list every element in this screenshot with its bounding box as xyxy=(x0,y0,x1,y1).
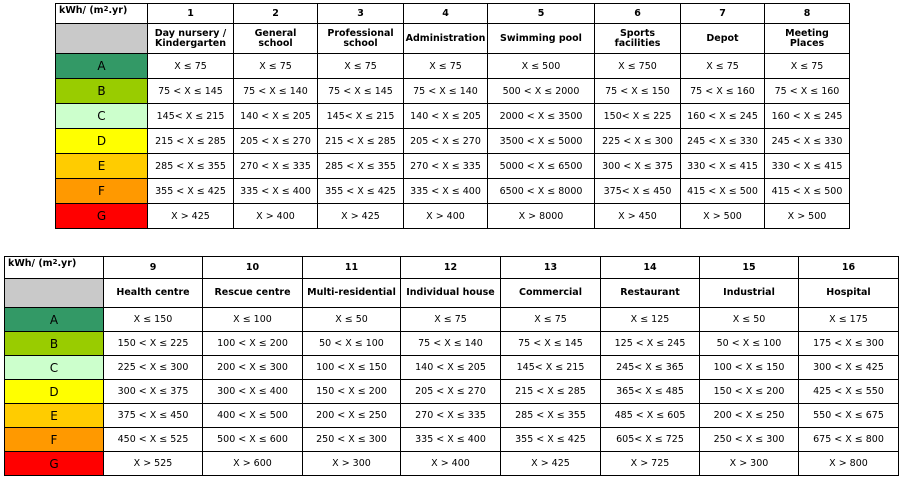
table-row xyxy=(5,404,899,428)
threshold-cell: 75 < X ≤ 140 xyxy=(404,79,488,104)
building-type-label-line: Hospital xyxy=(826,287,871,298)
building-type-header xyxy=(401,279,501,308)
energy-class-label: F xyxy=(5,428,104,452)
threshold-cell: 6500 < X ≤ 8000 xyxy=(488,179,595,204)
threshold-cell: X ≤ 75 xyxy=(501,308,601,332)
column-number-header: 1 xyxy=(148,4,234,24)
threshold-cell: 245< X ≤ 365 xyxy=(601,356,700,380)
threshold-cell: X ≤ 75 xyxy=(148,54,234,79)
threshold-cell: X > 400 xyxy=(404,204,488,229)
threshold-cell: 140 < X ≤ 205 xyxy=(234,104,318,129)
unit-superscript: 2 xyxy=(52,258,58,266)
threshold-cell: X ≤ 75 xyxy=(681,54,765,79)
grey-header-cell xyxy=(56,24,148,54)
building-type-header xyxy=(203,279,303,308)
building-type-label-line: Kindergarten xyxy=(155,37,226,49)
column-number-header: 3 xyxy=(318,4,404,24)
threshold-cell: 365< X ≤ 485 xyxy=(601,380,700,404)
threshold-cell: 100 < X ≤ 150 xyxy=(303,356,401,380)
building-type-label-line: Rescue centre xyxy=(214,287,291,298)
threshold-cell: X > 450 xyxy=(595,204,681,229)
energy-class-label: D xyxy=(5,380,104,404)
threshold-cell: 205 < X ≤ 270 xyxy=(234,129,318,154)
threshold-cell: 415 < X ≤ 500 xyxy=(765,179,850,204)
threshold-cell: X > 600 xyxy=(203,452,303,476)
threshold-cell: 375< X ≤ 450 xyxy=(595,179,681,204)
building-type-label-line: Sports xyxy=(619,27,656,39)
building-type-label-line: Swimming pool xyxy=(500,32,582,44)
building-type-label-line: Multi-residential xyxy=(307,287,396,298)
threshold-cell: X ≤ 125 xyxy=(601,308,700,332)
threshold-cell: 75 < X ≤ 140 xyxy=(234,79,318,104)
threshold-cell: 270 < X ≤ 335 xyxy=(401,404,501,428)
building-type-header xyxy=(595,24,681,54)
column-number-header: 9 xyxy=(104,257,203,279)
threshold-cell: X > 500 xyxy=(765,204,850,229)
threshold-cell: X > 800 xyxy=(799,452,899,476)
threshold-cell: 75 < X ≤ 160 xyxy=(765,79,850,104)
threshold-cell: X ≤ 100 xyxy=(203,308,303,332)
building-type-label-line: Day nursery / xyxy=(154,27,227,39)
table-row xyxy=(5,332,899,356)
building-type-header xyxy=(601,279,700,308)
threshold-cell: X ≤ 75 xyxy=(401,308,501,332)
threshold-cell: X ≤ 500 xyxy=(488,54,595,79)
building-type-header xyxy=(404,24,488,54)
threshold-cell: 335 < X ≤ 400 xyxy=(404,179,488,204)
unit-header xyxy=(56,4,148,24)
building-type-header xyxy=(104,279,203,308)
building-type-label-line: Professional xyxy=(327,27,394,39)
table-row xyxy=(5,428,899,452)
table-row xyxy=(56,154,850,179)
threshold-cell: 215 < X ≤ 285 xyxy=(148,129,234,154)
column-number-header: 4 xyxy=(404,4,488,24)
energy-class-label: F xyxy=(56,179,148,204)
energy-class-label: A xyxy=(5,308,104,332)
threshold-cell: X ≤ 75 xyxy=(765,54,850,79)
building-type-label-line: Individual house xyxy=(406,287,495,298)
energy-class-label: D xyxy=(56,129,148,154)
threshold-cell: 215 < X ≤ 285 xyxy=(318,129,404,154)
threshold-cell: X ≤ 50 xyxy=(303,308,401,332)
threshold-cell: X ≤ 750 xyxy=(595,54,681,79)
threshold-cell: 300 < X ≤ 375 xyxy=(595,154,681,179)
column-number-header: 6 xyxy=(595,4,681,24)
table-row xyxy=(5,380,899,404)
threshold-cell: 175 < X ≤ 300 xyxy=(799,332,899,356)
building-type-label-line: Industrial xyxy=(723,287,775,298)
building-type-header xyxy=(681,24,765,54)
column-number-header: 2 xyxy=(234,4,318,24)
building-type-header xyxy=(799,279,899,308)
building-type-header xyxy=(765,24,850,54)
energy-class-label: C xyxy=(5,356,104,380)
threshold-cell: 150 < X ≤ 225 xyxy=(104,332,203,356)
threshold-cell: 485 < X ≤ 605 xyxy=(601,404,700,428)
threshold-cell: 150< X ≤ 225 xyxy=(595,104,681,129)
threshold-cell: 300 < X ≤ 400 xyxy=(203,380,303,404)
unit-suffix: .yr) xyxy=(57,258,77,269)
threshold-cell: X ≤ 75 xyxy=(404,54,488,79)
column-number-header: 7 xyxy=(681,4,765,24)
threshold-cell: 75 < X ≤ 150 xyxy=(595,79,681,104)
threshold-cell: 200 < X ≤ 300 xyxy=(203,356,303,380)
column-number-row xyxy=(56,4,850,24)
threshold-cell: 200 < X ≤ 250 xyxy=(303,404,401,428)
unit-suffix: .yr) xyxy=(108,5,128,16)
building-type-label-line: Restaurant xyxy=(620,287,680,298)
column-number-header: 15 xyxy=(700,257,799,279)
table-row xyxy=(56,104,850,129)
table-row xyxy=(5,356,899,380)
threshold-cell: 75 < X ≤ 145 xyxy=(501,332,601,356)
threshold-cell: 415 < X ≤ 500 xyxy=(681,179,765,204)
threshold-cell: 270 < X ≤ 335 xyxy=(234,154,318,179)
threshold-cell: X > 400 xyxy=(401,452,501,476)
energy-class-label: A xyxy=(56,54,148,79)
threshold-cell: 550 < X ≤ 675 xyxy=(799,404,899,428)
unit-superscript: 2 xyxy=(103,5,109,13)
threshold-cell: 245 < X ≤ 330 xyxy=(681,129,765,154)
threshold-cell: 225 < X ≤ 300 xyxy=(104,356,203,380)
threshold-cell: X ≤ 150 xyxy=(104,308,203,332)
energy-class-label: G xyxy=(5,452,104,476)
table-row xyxy=(5,452,899,476)
building-type-label-line: school xyxy=(343,37,378,49)
threshold-cell: X > 300 xyxy=(303,452,401,476)
threshold-cell: 300 < X ≤ 375 xyxy=(104,380,203,404)
table-row xyxy=(56,179,850,204)
threshold-cell: X ≤ 175 xyxy=(799,308,899,332)
threshold-cell: 75 < X ≤ 145 xyxy=(148,79,234,104)
threshold-cell: X ≤ 75 xyxy=(234,54,318,79)
threshold-cell: X > 725 xyxy=(601,452,700,476)
threshold-cell: 400 < X ≤ 500 xyxy=(203,404,303,428)
threshold-cell: X > 500 xyxy=(681,204,765,229)
threshold-cell: 125 < X ≤ 245 xyxy=(601,332,700,356)
column-number-header: 11 xyxy=(303,257,401,279)
threshold-cell: 205 < X ≤ 270 xyxy=(401,380,501,404)
table-row xyxy=(56,204,850,229)
threshold-cell: X > 8000 xyxy=(488,204,595,229)
table-row xyxy=(56,79,850,104)
threshold-cell: 500 < X ≤ 600 xyxy=(203,428,303,452)
building-type-label-line: facilities xyxy=(614,37,661,49)
threshold-cell: 145< X ≤ 215 xyxy=(318,104,404,129)
threshold-cell: 605< X ≤ 725 xyxy=(601,428,700,452)
grey-header-cell xyxy=(5,279,104,308)
column-number-header: 10 xyxy=(203,257,303,279)
threshold-cell: 100 < X ≤ 150 xyxy=(700,356,799,380)
threshold-cell: 160 < X ≤ 245 xyxy=(765,104,850,129)
threshold-cell: 355 < X ≤ 425 xyxy=(501,428,601,452)
threshold-cell: 225 < X ≤ 300 xyxy=(595,129,681,154)
column-number-header: 14 xyxy=(601,257,700,279)
building-type-label-line: Administration xyxy=(405,32,486,44)
threshold-cell: 215 < X ≤ 285 xyxy=(501,380,601,404)
energy-class-label: E xyxy=(5,404,104,428)
energy-class-table-2 xyxy=(4,256,899,476)
threshold-cell: 335 < X ≤ 400 xyxy=(401,428,501,452)
threshold-cell: 450 < X ≤ 525 xyxy=(104,428,203,452)
column-number-header: 8 xyxy=(765,4,850,24)
building-type-label-line: General xyxy=(254,27,297,39)
table-body xyxy=(56,4,850,229)
threshold-cell: 160 < X ≤ 245 xyxy=(681,104,765,129)
table-row xyxy=(56,54,850,79)
threshold-cell: 250 < X ≤ 300 xyxy=(303,428,401,452)
threshold-cell: 205 < X ≤ 270 xyxy=(404,129,488,154)
threshold-cell: 150 < X ≤ 200 xyxy=(700,380,799,404)
threshold-cell: X > 525 xyxy=(104,452,203,476)
column-number-header: 16 xyxy=(799,257,899,279)
table-row xyxy=(5,308,899,332)
threshold-cell: 200 < X ≤ 250 xyxy=(700,404,799,428)
threshold-cell: X ≤ 50 xyxy=(700,308,799,332)
threshold-cell: 330 < X ≤ 415 xyxy=(681,154,765,179)
unit-header xyxy=(5,257,104,279)
threshold-cell: 355 < X ≤ 425 xyxy=(148,179,234,204)
threshold-cell: 75 < X ≤ 145 xyxy=(318,79,404,104)
threshold-cell: 75 < X ≤ 140 xyxy=(401,332,501,356)
threshold-cell: 675 < X ≤ 800 xyxy=(799,428,899,452)
threshold-cell: X ≤ 75 xyxy=(318,54,404,79)
threshold-cell: 285 < X ≤ 355 xyxy=(501,404,601,428)
threshold-cell: 300 < X ≤ 425 xyxy=(799,356,899,380)
threshold-cell: X > 425 xyxy=(318,204,404,229)
threshold-cell: X > 425 xyxy=(148,204,234,229)
building-type-header xyxy=(488,24,595,54)
threshold-cell: 2000 < X ≤ 3500 xyxy=(488,104,595,129)
threshold-cell: 145< X ≤ 215 xyxy=(501,356,601,380)
energy-class-label: B xyxy=(56,79,148,104)
building-type-header xyxy=(318,24,404,54)
building-type-header xyxy=(234,24,318,54)
threshold-cell: 330 < X ≤ 415 xyxy=(765,154,850,179)
threshold-cell: X > 400 xyxy=(234,204,318,229)
threshold-cell: 50 < X ≤ 100 xyxy=(303,332,401,356)
table-row xyxy=(56,129,850,154)
table-body xyxy=(5,257,899,476)
unit-prefix: kWh/ (m xyxy=(59,5,104,16)
threshold-cell: 250 < X ≤ 300 xyxy=(700,428,799,452)
energy-class-label: G xyxy=(56,204,148,229)
building-type-header xyxy=(303,279,401,308)
building-type-header xyxy=(148,24,234,54)
building-type-header xyxy=(501,279,601,308)
threshold-cell: X > 425 xyxy=(501,452,601,476)
threshold-cell: 335 < X ≤ 400 xyxy=(234,179,318,204)
column-number-header: 12 xyxy=(401,257,501,279)
threshold-cell: 270 < X ≤ 335 xyxy=(404,154,488,179)
building-type-label-line: Commercial xyxy=(519,287,582,298)
threshold-cell: 140 < X ≤ 205 xyxy=(401,356,501,380)
column-name-row xyxy=(56,24,850,54)
threshold-cell: 100 < X ≤ 200 xyxy=(203,332,303,356)
threshold-cell: 140 < X ≤ 205 xyxy=(404,104,488,129)
threshold-cell: 50 < X ≤ 100 xyxy=(700,332,799,356)
threshold-cell: 245 < X ≤ 330 xyxy=(765,129,850,154)
energy-class-label: E xyxy=(56,154,148,179)
threshold-cell: 145< X ≤ 215 xyxy=(148,104,234,129)
threshold-cell: X > 300 xyxy=(700,452,799,476)
column-number-header: 5 xyxy=(488,4,595,24)
building-type-label-line: Places xyxy=(789,37,825,49)
threshold-cell: 500 < X ≤ 2000 xyxy=(488,79,595,104)
threshold-cell: 75 < X ≤ 160 xyxy=(681,79,765,104)
threshold-cell: 375 < X ≤ 450 xyxy=(104,404,203,428)
energy-class-label: B xyxy=(5,332,104,356)
threshold-cell: 150 < X ≤ 200 xyxy=(303,380,401,404)
building-type-label-line: Meeting xyxy=(785,27,829,39)
column-number-row xyxy=(5,257,899,279)
building-type-label-line: school xyxy=(258,37,293,49)
building-type-label-line: Depot xyxy=(706,32,739,44)
threshold-cell: 5000 < X ≤ 6500 xyxy=(488,154,595,179)
threshold-cell: 425 < X ≤ 550 xyxy=(799,380,899,404)
building-type-header xyxy=(700,279,799,308)
energy-class-label: C xyxy=(56,104,148,129)
column-name-row xyxy=(5,279,899,308)
threshold-cell: 285 < X ≤ 355 xyxy=(148,154,234,179)
unit-prefix: kWh/ (m xyxy=(8,258,53,269)
energy-class-table-1 xyxy=(55,3,850,229)
column-number-header: 13 xyxy=(501,257,601,279)
threshold-cell: 285 < X ≤ 355 xyxy=(318,154,404,179)
building-type-label-line: Health centre xyxy=(116,287,190,298)
threshold-cell: 3500 < X ≤ 5000 xyxy=(488,129,595,154)
threshold-cell: 355 < X ≤ 425 xyxy=(318,179,404,204)
